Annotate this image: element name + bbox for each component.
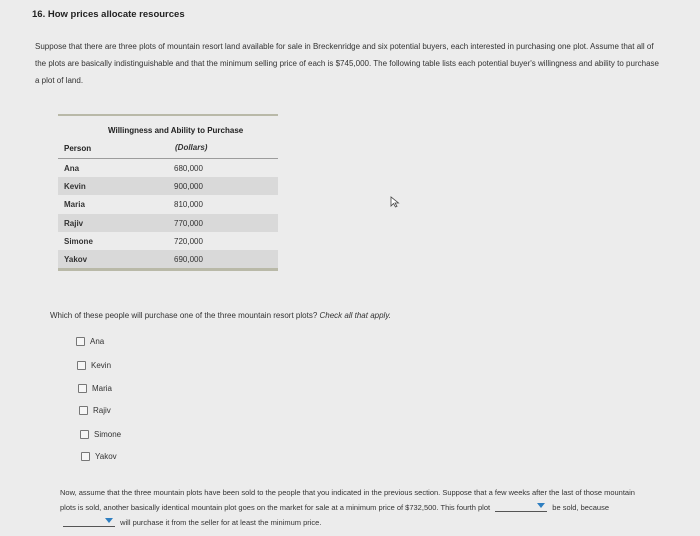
row-person: Ana <box>64 164 80 173</box>
chevron-down-icon <box>537 503 545 508</box>
table-header-person: Person <box>64 144 92 153</box>
row-person: Rajiv <box>64 218 84 228</box>
chevron-down-icon <box>105 518 113 523</box>
row-value: 680,000 <box>174 164 203 173</box>
option-ana[interactable] <box>76 337 104 346</box>
question-emphasis: Check all that apply. <box>319 311 391 320</box>
mouse-pointer-icon <box>390 196 400 208</box>
table-header-main: Willingness and Ability to Purchase <box>108 126 244 135</box>
option-label: Kevin <box>91 361 112 370</box>
option-maria[interactable] <box>78 384 112 393</box>
checkbox[interactable] <box>77 361 86 370</box>
plot-sale-dropdown[interactable] <box>495 502 547 512</box>
row-value: 900,000 <box>174 182 203 192</box>
option-label: Yakov <box>95 452 117 461</box>
intro-paragraph: Suppose that there are three plots of mountain resort land available for sale in Breckenridge and six potential buyers, each interested in purchasing one plot. Assume that all of the plots are basically indistinguishable and that the minimum selling price of each is $745,000. The following table lists each potential buyer's willingness and ability to purchase a plot of land. <box>35 42 659 85</box>
question-text: Which of these people will purchase one of the three mountain resort plots? <box>50 311 320 320</box>
followup-text-3: will purchase it from the seller for at least the minimum price. <box>120 518 322 527</box>
checkbox[interactable] <box>78 384 87 393</box>
checkbox[interactable] <box>80 430 89 439</box>
followup-text-2: be sold, because <box>552 503 609 512</box>
question-title: 16. How prices allocate resources <box>32 9 185 20</box>
row-person: Simone <box>64 236 93 246</box>
row-value: 720,000 <box>174 236 203 246</box>
checkbox[interactable] <box>81 452 90 461</box>
table-header <box>58 116 278 159</box>
row-person: Yakov <box>64 254 88 264</box>
row-value: 810,000 <box>174 200 203 210</box>
table-row <box>58 214 278 232</box>
option-label: Ana <box>90 337 105 346</box>
checkbox[interactable] <box>76 337 85 346</box>
table-row <box>58 195 278 213</box>
row-value: 690,000 <box>174 254 203 264</box>
table-row <box>58 159 278 177</box>
option-label: Simone <box>94 430 122 439</box>
question-prompt <box>50 311 391 320</box>
option-kevin[interactable] <box>77 361 111 370</box>
table-header-units: (Dollars) <box>175 143 208 152</box>
row-person: Maria <box>64 200 85 210</box>
option-rajiv[interactable] <box>79 406 111 415</box>
option-label: Maria <box>92 384 113 393</box>
willingness-table <box>58 114 278 271</box>
followup-text-1: Now, assume that the three mountain plots have been sold to the people that you indicated in the previous section. Suppose that a few weeks after the last of those mountain plots is sold, another basically identical mountain plot goes on the market for sale at a minimum price of $732,500. This fourth plot <box>60 488 635 512</box>
table-row <box>58 177 278 195</box>
row-person: Kevin <box>64 182 86 192</box>
option-yakov[interactable] <box>81 452 117 461</box>
table-row <box>58 250 278 268</box>
option-simone[interactable] <box>80 430 121 439</box>
row-value: 770,000 <box>174 218 203 228</box>
table-row <box>58 232 278 250</box>
buyer-dropdown[interactable] <box>63 517 115 527</box>
option-label: Rajiv <box>93 406 111 415</box>
checkbox[interactable] <box>79 406 88 415</box>
followup-paragraph <box>60 485 640 530</box>
